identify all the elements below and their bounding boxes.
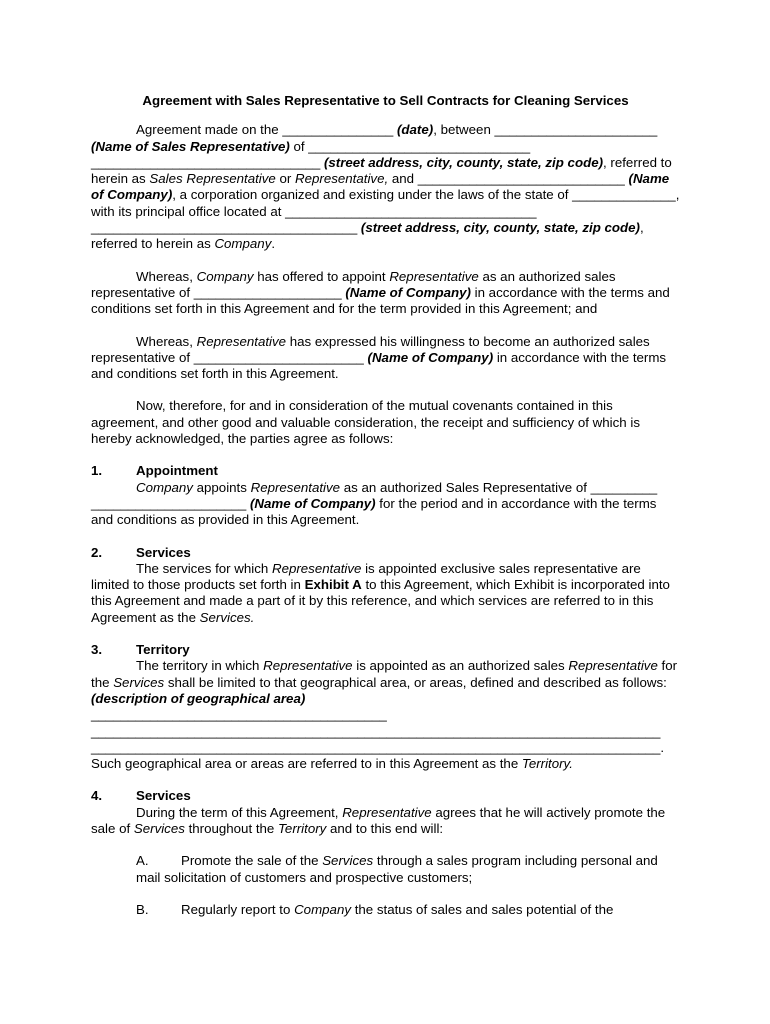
section-heading: 4. Services <box>91 788 191 804</box>
blank-line: ________________________________________ <box>91 707 387 723</box>
section-territory <box>91 642 680 772</box>
section-body: The services for which Representative is appointed exclusive sales representative are limited to those products set forth in Exhibit A to this Agreement, which Exhibit is incorporated into this Agreement and made a part of it by this reference, and which services are referred to in this Agreement as the Services. <box>91 560 670 625</box>
section-heading: 2. Services <box>91 544 191 560</box>
list-item-b: B. Regularly report to Company the status of sales and sales potential of the <box>136 901 614 917</box>
whereas-paragraph-2: Whereas, Representative has expressed his willingness to become an authorized sales representative of _______________________ (Name of Company) in accordance with the terms and conditions set forth in this Agreement. <box>91 333 667 382</box>
blank-line: _____________________________________________________________________________. <box>91 739 665 755</box>
section-heading: 1. Appointment <box>91 463 218 479</box>
section-services <box>91 545 680 626</box>
section-body: The territory in which Representative is appointed as an authorized sales Representative for the Services shall be limited to that geographical area, or areas, defined and described as follows: (description of geographical area) <box>91 658 678 706</box>
section-services-duties <box>91 788 680 837</box>
whereas-paragraph-1: Whereas, Company has offered to appoint Representative as an authorized sales representative of ____________________ (Name of Company) in accordance with the terms and conditions set forth in this Agreement and for the term provided in this Agreement; and <box>91 268 670 317</box>
section-heading: 3. Territory <box>91 642 190 658</box>
document-title: Agreement with Sales Representative to Sell Contracts for Cleaning Services <box>142 93 629 108</box>
section-appointment <box>91 463 680 528</box>
section-body: Company appoints Representative as an authorized Sales Representative of _________ _____________________ (Name of Company) for the period and in accordance with the terms and conditions as provided in this Agreement. <box>91 479 658 528</box>
section-body: During the term of this Agreement, Representative agrees that he will actively promote the sale of Services throughout the Territory and to this end will: <box>91 804 666 836</box>
section-footer-text: Such geographical area or areas are referred to in this Agreement as the Territory. <box>91 756 573 772</box>
now-therefore-paragraph: Now, therefore, for and in consideration of the mutual covenants contained in this agreement, and other good and valuable consideration, the receipt and sufficiency of which is hereby acknowledged, the parties agree as follows: <box>91 398 640 447</box>
blank-line: _____________________________________________________________________________ <box>91 723 661 739</box>
intro-paragraph: Agreement made on the _______________ (date), between ______________________ (Name of Sales Representative) of ______________________________ _______________________________ (street address, city, county, state, zip code), referred to herein as Sales Representative or Representative, and ____________________________ (Name of Company), a corporation organized and existing under the laws of the state of ______________, with its principal office located at __________________________________ ____________________________________ (street address, city, county, state, zip code), referred to herein as Company. <box>91 122 680 252</box>
list-item-a: A. Promote the sale of the Services through a sales program including personal and mail solicitation of customers and prospective customers; <box>136 853 658 885</box>
